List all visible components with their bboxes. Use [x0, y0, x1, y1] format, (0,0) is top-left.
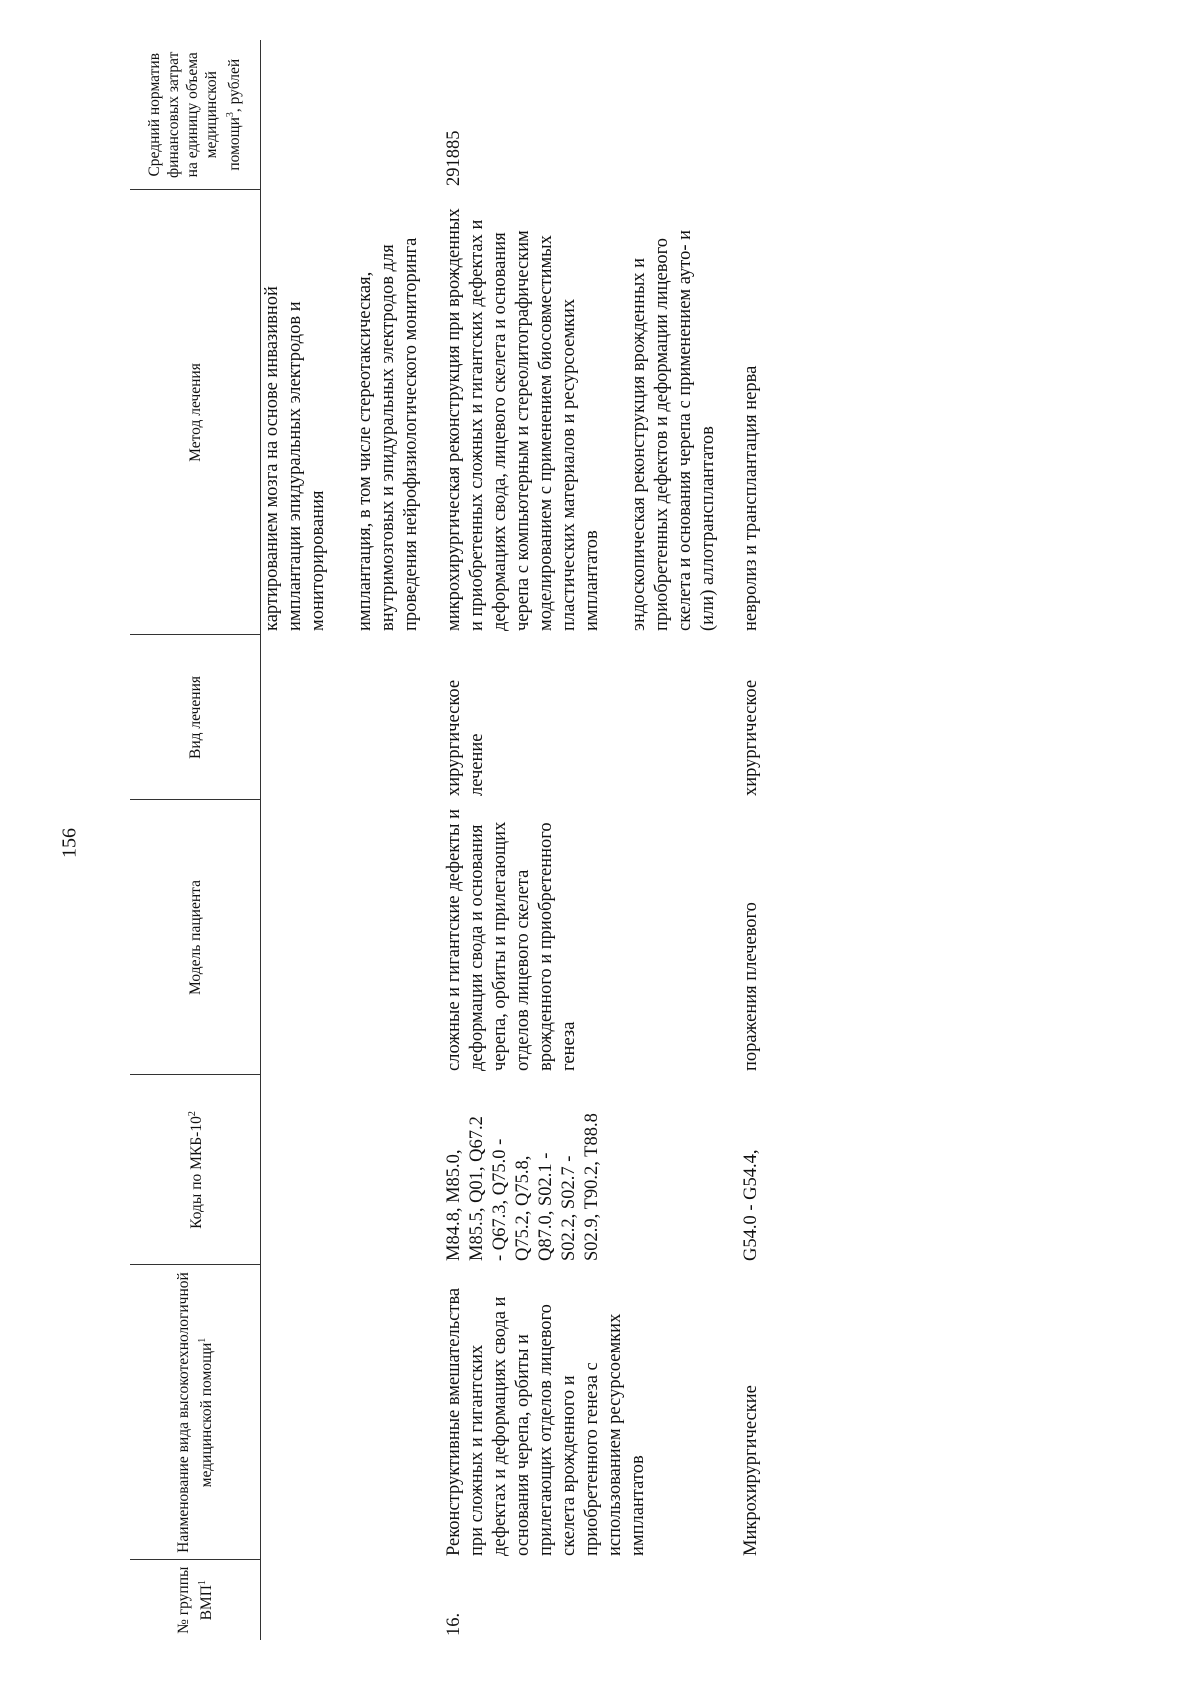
header-group-no: № группы ВМП$^1$ [130, 1560, 261, 1640]
icd-code-line: M85.5, Q01, Q67.2 [467, 1116, 487, 1261]
vmp-table [130, 40, 763, 1640]
table-header-row [130, 40, 261, 1640]
icd-code-line: S02.2, S02.7 - [559, 1155, 579, 1261]
table-row-next [740, 40, 763, 1640]
vmp-name: Реконструктивные вмешательства при сложных и гигантских дефектах и деформациях свода и основания черепа, орбиты и прилегающих отделов лицевого скелета врожденного и приобретенного генеза с использованием ресурсоемких имплантатов [444, 1287, 648, 1556]
group-number: 16. [444, 1612, 464, 1636]
header-type: Вид лечения [130, 635, 261, 800]
method-text: имплантация, в том числе стереотаксическая, внутримозговых и эпидуральных электродов для проведения нейрофизиологического мониторинга [355, 237, 421, 631]
header-cost: Средний норматив финансовых затрат на единицу объема медицинской помощи$^3$, рублей [130, 40, 261, 190]
icd-code-line: Q87.0, S02.1 - [536, 1152, 556, 1261]
table-row-16 [443, 40, 720, 1640]
rotated-page-content [130, 40, 1170, 1640]
treatment-type: хирургическое [741, 679, 761, 796]
method-cell-continuation [261, 190, 424, 635]
table-row-continuation [261, 40, 424, 1640]
vmp-name: Микрохирургические [741, 1385, 761, 1556]
patient-model: поражения плечевого [741, 902, 761, 1071]
method-text: микрохирургическая реконструкция при врожденных и приобретенных сложных и гигантских дефектах и деформациях свода, лицевого скелета и основания черепа с компьютерным и стереолитографическим моделированием с применением биосовместимых пластических материалов и ресурсоемких имплантатов [444, 208, 602, 631]
method-cell: невролиз и трансплантация нерва [741, 365, 761, 631]
header-codes: Коды по МКБ-$10^2$ [130, 1075, 261, 1265]
header-model: Модель пациента [130, 800, 261, 1075]
cost-value: 291885 [444, 130, 464, 186]
method-text: картированием мозга на основе инвазивной имплантации эпидуральных электродов и мониторирования [262, 286, 328, 631]
page-number: 156 [58, 828, 81, 858]
treatment-type: хирургическое лечение [444, 679, 487, 796]
method-text: эндоскопическая реконструкция врожденных и приобретенных дефектов и деформации лицевого скелета и основания черепа с применением ауто- и (или) аллотрансплантатов [629, 229, 718, 631]
header-name: Наименование вида высокотехнологичной медицинской помощи$^1$ [130, 1265, 261, 1560]
icd-codes [443, 1075, 720, 1265]
icd-code-line: M84.8, M85.0, [444, 1149, 464, 1261]
method-cell [443, 190, 720, 635]
header-method: Метод лечения [130, 190, 261, 635]
patient-model: сложные и гигантские дефекты и деформации свода и основания черепа, орбиты и прилегающих отделов лицевого скелета врожденного и приобретенного генеза [444, 809, 579, 1071]
icd-code-line: Q75.2, Q75.8, [513, 1155, 533, 1261]
icd-code-line: - Q67.3, Q75.0 - [490, 1138, 510, 1261]
icd-code-line: S02.9, T90.2, T88.8 [582, 1113, 602, 1261]
icd-codes: G54.0 - G54.4, [741, 1149, 761, 1261]
